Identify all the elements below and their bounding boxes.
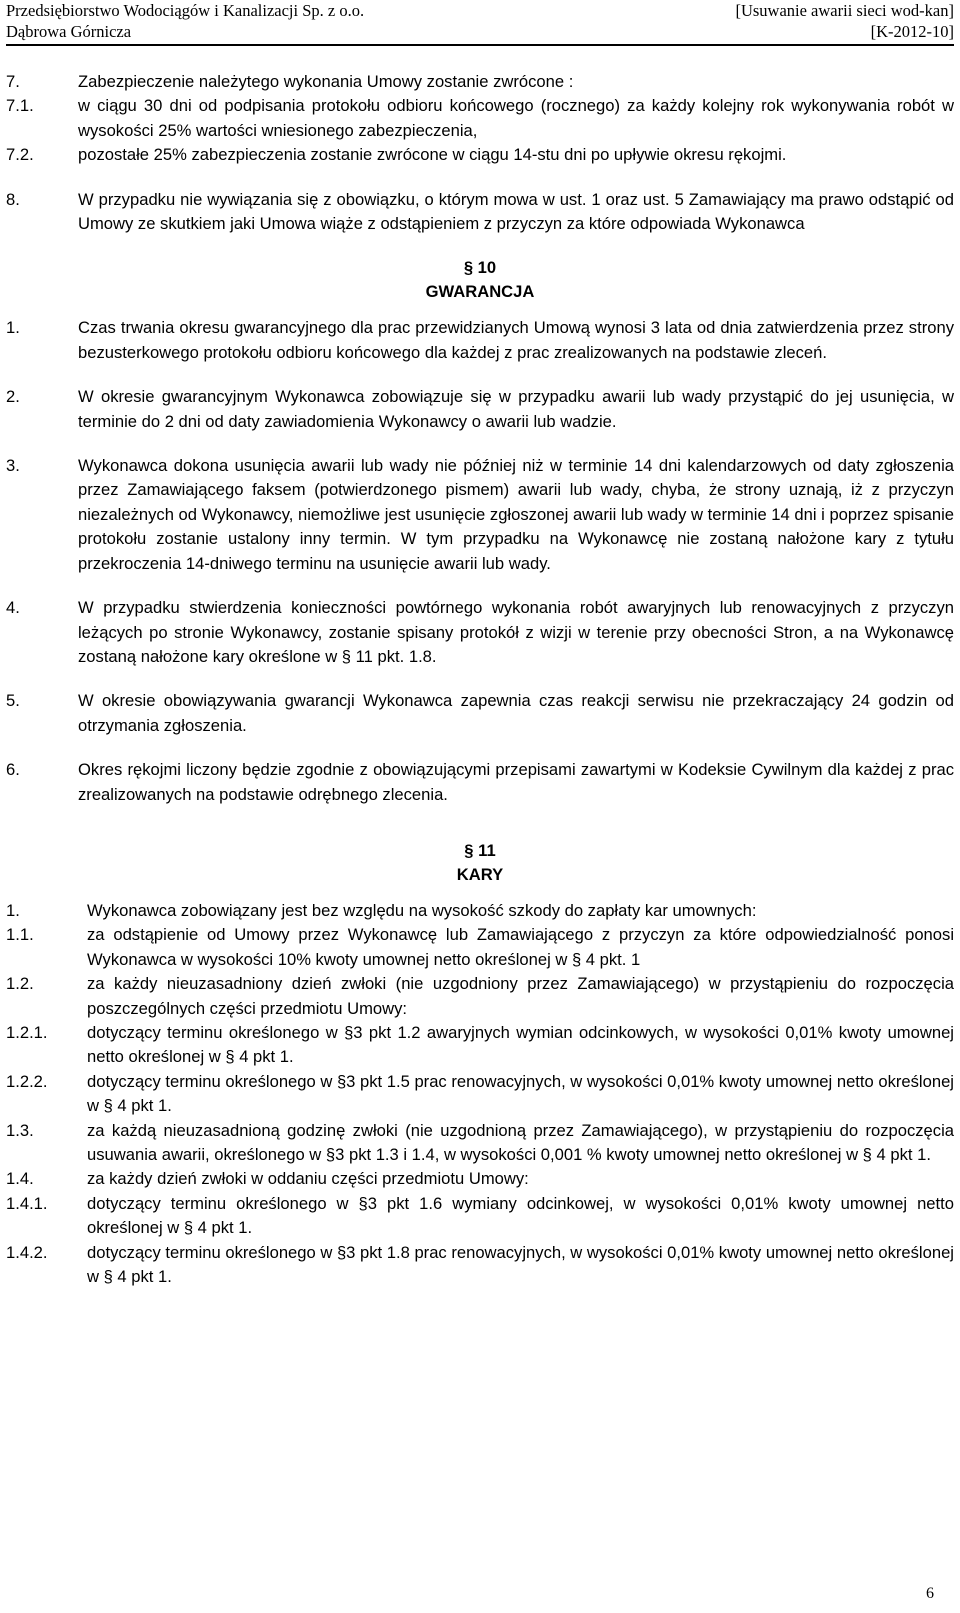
paragraph-7-1	[6, 94, 954, 143]
paragraph-number: 1.3.	[6, 1120, 34, 1140]
section-11-title: KARY	[456, 864, 504, 884]
paragraph-7	[6, 70, 954, 94]
paragraph-text: W okresie obowiązywania gwarancji Wykonawca zapewnia czas reakcji serwisu nie przekraczający 24 godzin od otrzymania zgłoszenia.	[78, 691, 954, 735]
section-10-title: GWARANCJA	[425, 282, 535, 302]
penalty-item-1-3	[6, 1119, 954, 1168]
penalty-item-1-2-1	[6, 1021, 954, 1070]
guarantee-item-4	[6, 596, 954, 669]
paragraph-text: W okresie gwarancyjnym Wykonawca zobowiązuje się w przypadku awarii lub wady przystąpić do jej usunięcia, w terminie do 2 dni od daty zawiadomienia Wykonawcy o awarii lub wadzie.	[78, 387, 954, 431]
paragraph-number: 7.	[6, 72, 20, 91]
paragraph-number: 6.	[6, 760, 20, 780]
paragraph-number: 1.2.2.	[6, 1071, 48, 1091]
header-divider	[6, 44, 954, 46]
header-company: Przedsiębiorstwo Wodociągów i Kanalizacji Sp. z o.o.	[6, 1, 365, 20]
document-body	[6, 70, 954, 1289]
page-header	[6, 0, 954, 42]
paragraph-number: 5.	[6, 691, 20, 711]
page-number: 6	[926, 1585, 934, 1602]
penalty-item-1-4-1	[6, 1192, 954, 1241]
paragraph-text: Wykonawca zobowiązany jest bez względu na wysokość szkody do zapłaty kar umownych:	[87, 900, 757, 920]
guarantee-item-5	[6, 689, 954, 738]
penalty-item-1-4	[6, 1167, 954, 1191]
paragraph-number: 1.2.	[6, 974, 34, 994]
penalty-item-1	[6, 899, 954, 923]
header-document-code: [K-2012-10]	[870, 22, 954, 41]
penalty-item-1-4-2	[6, 1241, 954, 1290]
paragraph-text: w ciągu 30 dni od podpisania protokołu odbioru końcowego (rocznego) za każdy kolejny rok wykonywania robót w wysokości 25% wartości wniesionego zabezpieczenia,	[78, 96, 954, 140]
paragraph-text: Okres rękojmi liczony będzie zgodnie z obowiązującymi przepisami zawartymi w Kodeksie Cywilnym dla każdej z prac zrealizowanych na podstawie odrębnego zlecenia.	[78, 760, 954, 804]
paragraph-text: Zabezpieczenie należytego wykonania Umowy zostanie zwrócone :	[78, 72, 574, 91]
paragraph-number: 4.	[6, 598, 20, 618]
paragraph-number: 1.2.1.	[6, 1022, 48, 1042]
paragraph-text: Czas trwania okresu gwarancyjnego dla prac przewidzianych Umową wynosi 3 lata od dnia zatwierdzenia przez strony bezusterkowego protokołu odbioru końcowego dla każdej z prac zrealizowanych na podstawie zleceń.	[78, 318, 954, 362]
paragraph-text: Wykonawca dokona usunięcia awarii lub wady nie później niż w terminie 14 dni kalendarzowych od daty zgłoszenia przez Zamawiającego faksem (potwierdzonego pismem) awarii lub wady, chyba, że strony uznają, iż z przyczyn niezależnych od Wykonawcy, niemożliwe jest usunięcie zgłoszonej awarii lub wady w terminie 14 dni i poprzez spisanie protokołu zostanie ustalony inny termin. W tym przypadku na Wykonawcę nie zostaną nałożone kary z tytułu przekroczenia 14-dniwego terminu na usunięcie awarii lub wady.	[78, 456, 954, 573]
paragraph-7-2	[6, 143, 954, 167]
paragraph-number: 1.4.	[6, 1169, 34, 1189]
header-document-title: [Usuwanie awarii sieci wod-kan]	[735, 1, 954, 20]
penalty-item-1-2	[6, 972, 954, 1021]
paragraph-text: W przypadku nie wywiązania się z obowiązku, o którym mowa w ust. 1 oraz ust. 5 Zamawiający ma prawo odstąpić od Umowy ze skutkiem jaki Umowa wiąże z odstąpieniem z przyczyn za które odpowiada Wykonawca	[78, 189, 954, 234]
paragraph-number: 8.	[6, 189, 20, 209]
paragraph-text: W przypadku stwierdzenia konieczności powtórnego wykonania robót awaryjnych lub renowacyjnych z przyczyn leżących po stronie Wykonawcy, zostanie spisany protokół z wizji w terenie przy obecności Stron, a na Wykonawcę zostaną nałożone kary określone w § 11 pkt. 1.8.	[78, 598, 954, 666]
paragraph-number: 1.4.1.	[6, 1193, 48, 1213]
paragraph-text: za odstąpienie od Umowy przez Wykonawcę lub Zamawiającego z przyczyn za które odpowiedzialność ponosi Wykonawca w wysokości 10% kwoty umownej netto określonej w § 4 pkt. 1	[87, 925, 954, 969]
paragraph-number: 3.	[6, 456, 20, 476]
guarantee-item-3	[6, 454, 954, 576]
section-11-number: § 11	[464, 840, 496, 860]
paragraph-text: za każdy dzień zwłoki w oddaniu części przedmiotu Umowy:	[87, 1169, 529, 1189]
paragraph-number: 1.4.2.	[6, 1242, 48, 1262]
paragraph-text: pozostałe 25% zabezpieczenia zostanie zwrócone w ciągu 14-stu dni po upływie okresu rękojmi.	[78, 145, 787, 165]
section-10-number: § 10	[463, 258, 497, 278]
paragraph-text: dotyczący terminu określonego w §3 pkt 1.5 prac renowacyjnych, w wysokości 0,01% kwoty umownej netto określonej w § 4 pkt 1.	[87, 1071, 954, 1116]
paragraph-text: dotyczący terminu określonego w §3 pkt 1.2 awaryjnych wymian odcinkowych, w wysokości 0,01% kwoty umownej netto określonej w § 4 pkt 1.	[87, 1022, 954, 1067]
paragraph-number: 7.1.	[6, 96, 34, 116]
paragraph-number: 7.2.	[6, 145, 34, 165]
header-city: Dąbrowa Górnicza	[6, 22, 132, 41]
paragraph-number: 1.1.	[6, 925, 34, 945]
paragraph-8	[6, 188, 954, 237]
paragraph-text: za każdą nieuzasadnioną godzinę zwłoki (nie uzgodnioną przez Zamawiającego), w przystąpieniu do rozpoczęcia usuwania awarii, określonego w §3 pkt 1.3 i 1.4, w wysokości 0,001 % kwoty umownej netto określonej w § 4 pkt 1.	[87, 1120, 954, 1164]
guarantee-item-6	[6, 758, 954, 807]
paragraph-text: za każdy nieuzasadniony dzień zwłoki (nie uzgodniony przez Zamawiającego) w przystąpieniu do rozpoczęcia poszczególnych części przedmiotu Umowy:	[87, 974, 954, 1018]
paragraph-text: dotyczący terminu określonego w §3 pkt 1.6 wymiany odcinkowej, w wysokości 0,01% kwoty umownej netto określonej w § 4 pkt 1.	[87, 1193, 954, 1238]
guarantee-item-2	[6, 385, 954, 434]
guarantee-item-1	[6, 316, 954, 365]
penalty-item-1-2-2	[6, 1070, 954, 1119]
paragraph-text: dotyczący terminu określonego w §3 pkt 1.8 prac renowacyjnych, w wysokości 0,01% kwoty umownej netto określonej w § 4 pkt 1.	[87, 1242, 954, 1287]
penalty-item-1-1	[6, 923, 954, 972]
paragraph-number: 1.	[6, 900, 20, 920]
paragraph-number: 2.	[6, 387, 20, 407]
paragraph-number: 1.	[6, 318, 20, 338]
